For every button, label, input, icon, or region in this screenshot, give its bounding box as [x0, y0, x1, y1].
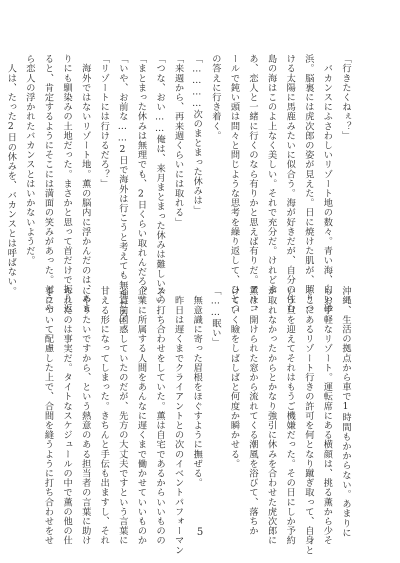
text-line: と直前困惑していたのだが、先方の大丈夫ですという言葉に	[116, 286, 128, 546]
lower-text-block	[34, 286, 354, 555]
text-line: 事について配慮した上で、合間を縫うように打ち合わせをせ	[42, 286, 54, 546]
text-line: の答えに行き着く。	[209, 54, 221, 141]
text-line: ら恋人の浮かれたバカンスとはいかないようだ。	[23, 54, 35, 266]
text-line: りにも馴染みの土地だった。まさかと思って首だけで振り返	[61, 54, 73, 314]
text-line: けていく瞼をしばしばと何度か瞬かせる。	[228, 286, 240, 469]
text-line: 薫は、開けられた窓から流れてくる潮風を浴びて、落ちか	[247, 286, 259, 536]
text-line: 「来週から、再来週くらいには取れる」	[172, 54, 184, 227]
text-line: 人は、たった2日の休みを、バカンスとは呼ばない。	[5, 54, 17, 296]
text-line: 海外ではないリゾート地。薫の脳内に浮かんだのは、あま	[79, 54, 91, 314]
text-line: 「……眠い」	[209, 286, 221, 348]
text-line: スの打ち合わせをしていた。薫は自宅であるからいいものの	[154, 286, 166, 546]
text-line: 島の海はこのよ上なく美しい。それで充分だ。けれどま	[265, 54, 277, 294]
text-line: 無意識に寄った眉根をほぐすように撫ぜる。	[191, 286, 203, 488]
text-line: 甘える形になってしまった。きちんと手伝も出ますし、それ	[98, 286, 110, 546]
text-line: にやりたいですから、という熱意のある担当者の言葉に助け	[79, 286, 91, 546]
text-line: バカンスにふさわしいリゾート地の数々。青い海、白い砂	[321, 54, 333, 314]
text-line: 「まとまった休みは無理でも、2日くらい取れんだろ？」	[135, 54, 147, 306]
text-line: あ、恋人と一緒に行くのなら有りかと思えば有りだ。アルコ	[247, 54, 259, 314]
text-line: が取れなかったからとかなり強引に休みを合わせた虎次郎に	[265, 286, 277, 546]
text-line: ールで鈍い頭は問々と問じような思考を繰り返して、ひとつ	[228, 54, 240, 314]
text-line: ると、肯定するようにそこには満面の笑みがあった。どうや	[42, 54, 54, 314]
page-number: 5	[196, 527, 204, 538]
text-line: そこにあるリゾート行きの許可を何となり蹴ぎ取って、自身と	[302, 286, 314, 555]
text-line: 「リゾートには行けるだろ？」	[98, 54, 110, 189]
text-line: 「行きたくねぇ？」	[340, 54, 351, 141]
text-line: 「…………次のまとまった休みは」	[191, 54, 203, 215]
text-line: 昨日は遅くまでクライアントとの次のイベントパフォーマン	[172, 286, 184, 555]
text-line: ける太陽に馬鹿みたいに似合う。海が好きだが、自分の住む	[284, 54, 296, 314]
text-line: られたのは事実だ。タイトなスケジュールの中で薫の他の仕	[61, 286, 73, 546]
text-line: 沖縄、生活の拠点から車で1時間もかからない。あまりに	[340, 286, 351, 538]
text-line: 「つな、おい……俺は、来月まとまった休みは難しいぞ」	[154, 54, 166, 308]
text-line: 「いや、お前な……2日で海外は行こうと考えても無理だろ」	[116, 54, 128, 329]
text-line: 企業に所属する人間をあんなに遅くまで働かせていいものか	[135, 286, 147, 546]
text-line: いう旦を迎えてそれはもうご機嫌だった。その日にしか予約	[284, 286, 296, 546]
text-line: もお手軽なリゾート。運転席にある横顔は、挑る薫から少そ	[321, 286, 333, 546]
text-line: 浜。脳裏には虎次郎の姿が見えた。日に焼けた肌が、照りつ	[302, 54, 314, 314]
